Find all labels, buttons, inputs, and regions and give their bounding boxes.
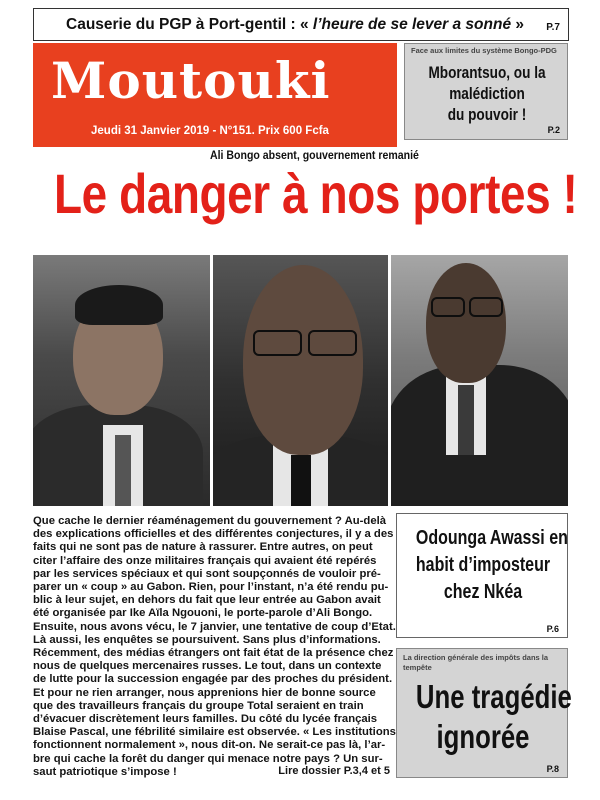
article-line: Là aussi, les enquêtes se poursuivent. Sans plus d’informations. bbox=[33, 633, 381, 646]
top-banner-text: Causerie du PGP à Port-gentil : « l’heure de se lever a sonné » bbox=[66, 15, 525, 33]
article-line: Que cache le dernier réaménagement du gouvernement ? Au-delà bbox=[33, 515, 387, 527]
top-banner-page: P.7 bbox=[546, 22, 560, 33]
headline-line: habit d’imposteur bbox=[415, 553, 551, 576]
top-banner bbox=[33, 8, 569, 41]
side-story-page: P.2 bbox=[547, 125, 560, 135]
article-line: été organisée par Ike Aïla Ngouoni, le porte-parole d’Ali Bongo. bbox=[33, 607, 373, 620]
story-box-odounga-headline bbox=[415, 524, 568, 605]
story-box-impots-headline bbox=[415, 677, 572, 757]
lead-article bbox=[33, 515, 396, 779]
story-box-odounga-page: P.6 bbox=[546, 624, 559, 634]
article-line: que des travailleurs français du groupe Total seraient en train bbox=[33, 699, 364, 712]
article-line: Blaise Pascal, une fébrilité similaire est observée. « Les institutions bbox=[33, 726, 396, 739]
side-story-headline-line: du pouvoir ! bbox=[447, 105, 527, 124]
side-story-headline-line: Mborantsuo, ou la malédiction bbox=[428, 63, 546, 103]
headline-line: Odounga Awassi en bbox=[415, 526, 568, 549]
story-box-odounga bbox=[396, 513, 568, 638]
article-line: Et pour ne rien arranger, nous apprenions hier de bonne source bbox=[33, 686, 376, 699]
issue-date-line: Jeudi 31 Janvier 2019 - N°151. Prix 600 Fcfa bbox=[91, 125, 329, 137]
photo-right-portrait bbox=[391, 255, 568, 506]
article-line: Ensuite, nous avons vécu, le 7 janvier, une tentative de coup d’Etat. bbox=[33, 620, 396, 633]
article-line: Récemment, des médias étrangers ont fait état de la présence chez bbox=[33, 647, 394, 660]
side-story-kicker: Face aux limites du système Bongo-PDG bbox=[411, 46, 557, 55]
headline-line: ignorée bbox=[436, 718, 530, 755]
article-line: citer l’affaire des onze militaires français qui avaient été repérés bbox=[33, 554, 377, 567]
dossier-reference: Lire dossier P.3,4 et 5 bbox=[278, 765, 390, 777]
article-line: parer un « coup » au Gabon. Rien, pour l’instant, n’a été rendu pu- bbox=[33, 581, 389, 594]
headline-line: Une tragédie bbox=[415, 678, 572, 715]
article-line: par les services spéciaux et qui sont soupçonnés de vouloir pré- bbox=[33, 567, 381, 580]
lead-article-body bbox=[33, 515, 396, 779]
article-line: nous de quelques mercenaires russes. Le tout, dans un contexte bbox=[33, 660, 382, 673]
headline-line: chez Nkéa bbox=[443, 580, 523, 603]
article-line: de lutte pour la succession engagée par des proches du président. bbox=[33, 673, 393, 686]
photo-middle-portrait bbox=[213, 255, 388, 506]
photo-left-portrait bbox=[33, 255, 210, 506]
photo-strip bbox=[33, 255, 568, 506]
story-box-impots-kicker: La direction générale des impôts dans la tempête bbox=[403, 653, 549, 672]
main-headline: Le danger à nos portes ! bbox=[54, 162, 578, 225]
side-story-box bbox=[404, 43, 568, 140]
masthead bbox=[33, 43, 397, 147]
article-line: des explications officielles et des différentes conjectures, il y a des bbox=[33, 528, 394, 541]
article-line: saut patriotique s’impose ! bbox=[33, 765, 177, 778]
side-story-headline bbox=[425, 62, 550, 125]
newspaper-logo: Moutouki bbox=[51, 51, 331, 110]
article-line: bre qui cache la forêt du danger qui menace notre pays ? Un sur- bbox=[33, 752, 383, 765]
article-line: faits qui ne sont pas de nature à rassurer. Entre autres, on peut bbox=[33, 541, 373, 554]
headline-kicker: Ali Bongo absent, gouvernement remanié bbox=[210, 148, 419, 162]
article-line: fonctionnent normalement », nous dit-on. Ne serait-ce pas là, l’ar- bbox=[33, 739, 386, 752]
article-line: d’évacuer discrètement leurs familles. Du côté du lycée français bbox=[33, 713, 378, 726]
article-line: blic à leur sujet, en dehors du fait que leur entrée au Gabon avait bbox=[33, 594, 381, 607]
story-box-impots-page: P.8 bbox=[546, 764, 559, 774]
story-box-impots bbox=[396, 648, 572, 778]
